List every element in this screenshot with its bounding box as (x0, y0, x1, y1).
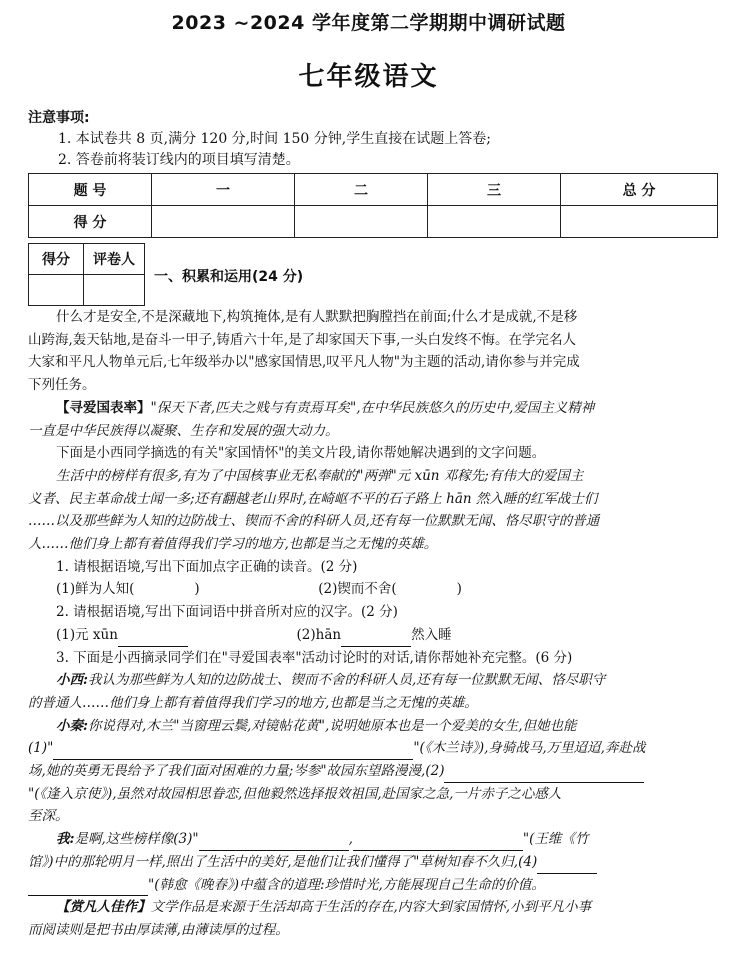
dialog-text: "(《木兰诗》),身骑战马,万里迢迢,奔赴战 (413, 740, 646, 757)
dialog-text: (1)" (28, 740, 54, 757)
task2-text: 文学作品是来源于生活却高于生活的存在,内容大到家国情怀,小到平凡小事 (150, 899, 592, 916)
question-3-stem: 3. 下面是小西摘录同学们在"寻爱国表率"活动讨论时的对话,请你帮她补充完整。(6 分) (56, 649, 573, 666)
passage-line: ……以及那些鲜为人知的边防战士、锲而不舍的科研人员,还有每一位默默无闻、恪尽职守的普通 (28, 513, 600, 530)
score-input-cell[interactable] (152, 206, 295, 238)
dialog-line (28, 760, 728, 783)
notes-item: 1. 本试卷共 8 页,满分 120 分,时间 150 分钟,学生直接在试题上答卷; (58, 131, 491, 147)
score-input-cell[interactable] (295, 206, 428, 238)
passage-line: 义者、民主革命战士闻一多;还有翻越老山界时,在崎岖不平的石子路上 hān 然入睡的红军战士们 (28, 490, 598, 507)
question-1-items (28, 578, 728, 601)
exam-body (28, 306, 728, 942)
blank-1[interactable] (53, 743, 413, 760)
grader-box (28, 243, 145, 306)
grader-score-input[interactable] (29, 275, 84, 306)
score-table-score-row (29, 206, 718, 238)
task1-intro: 下面是小西同学摘选的有关"家国情怀"的美文片段,请你帮她解决遇到的文字问题。 (56, 445, 546, 462)
score-cell: 三 (428, 174, 561, 206)
score-cell: 总 分 (561, 174, 718, 206)
question-2-stem: 2. 请根据语境,写出下面词语中拼音所对应的汉字。(2 分) (56, 604, 398, 621)
dialog-text: "(韩愈《晚春》)中蕴含的道理:珍惜时光,方能展现自己生命的价值。 (148, 876, 545, 893)
score-table-header-row (29, 174, 718, 206)
passage-line: 生活中的榜样有很多,有为了中国核事业无私奉献的"两弹"元 xūn 邓稼先;有伟大的爱国主 (56, 467, 584, 484)
grader-name-input[interactable] (84, 275, 145, 306)
dialog-line (28, 851, 728, 874)
intro-line: 山跨海,轰天钻地,是奋斗一甲子,铸盾六十年,是了却家国天下事,一头白发终不悔。在学完名人 (28, 331, 576, 348)
dialog-text: 是啊,这些榜样像(3)" (74, 831, 199, 848)
blank-2[interactable] (444, 766, 644, 783)
score-cell: 二 (295, 174, 428, 206)
task2-line: 而阅读则是把书由厚读薄,由薄读厚的过程。 (28, 921, 289, 938)
speaker-name: 小西: (56, 672, 88, 689)
grader-score-label: 得分 (29, 244, 84, 275)
speaker-name: 我: (56, 831, 75, 848)
question-1-stem: 1. 请根据语境,写出下面加点字正确的读音。(2 分) (56, 558, 358, 575)
task1-tag: 【寻爱国表率】 (56, 399, 151, 416)
blank-3a[interactable] (199, 834, 349, 851)
dialog-line: "(《逢入京使》),虽然对故园相思眷恋,但他毅然选择报效祖国,赴国家之急,一片赤子之心感人 (28, 785, 562, 802)
q1-a-close: ) (194, 581, 200, 598)
q2-a-label: (1)元 xūn (56, 626, 118, 643)
grader-name-label: 评卷人 (84, 244, 145, 275)
dialog-text: 的普通人……他们身上都有着值得我们学习的地方,也都是当之无愧的英雄。 (28, 694, 478, 711)
score-table (28, 173, 718, 238)
dialog-text: 我认为那些鲜为人知的边防战士、锲而不舍的科研人员,还有每一位默默无闻、恪尽职守 (87, 672, 606, 689)
q2-b-answer[interactable] (341, 630, 411, 647)
task2-tag: 【赏凡人佳作】 (56, 899, 151, 916)
dialog-text: "(王维《竹 (522, 831, 589, 848)
dialog-line (28, 874, 728, 897)
dialog-text: , (348, 831, 353, 848)
score-input-cell[interactable] (428, 206, 561, 238)
q2-a-answer[interactable] (118, 630, 188, 647)
score-cell: 得 分 (29, 206, 152, 238)
score-cell: 题 号 (29, 174, 152, 206)
task1-text: "保天下者,匹夫之贱与有责焉耳矣",在中华民族悠久的历史中,爱国主义精神 (150, 399, 595, 416)
exam-title: 2023 ~2024 学年度第二学期期中调研试题 (171, 12, 566, 34)
passage-line: 人……他们身上都有着值得我们学习的地方,也都是当之无愧的英雄。 (28, 536, 438, 553)
q1-a-label: (1)鲜为人知( (56, 581, 135, 598)
task1-line (28, 397, 728, 420)
dialog-xiaoxi (28, 669, 728, 692)
dialog-xiaoqin (28, 715, 728, 738)
intro-line: 什么才是安全,不是深藏地下,构筑掩体,是有人默默把胸膛挡在前面;什么才是成就,不是移 (56, 309, 578, 325)
dialog-line (28, 737, 728, 760)
blank-4a[interactable] (537, 857, 597, 874)
intro-line: 下列任务。 (28, 377, 96, 394)
q1-b-label: (2)锲而不舍( (318, 581, 397, 598)
task1-line: 一直是中华民族得以凝聚、生存和发展的强大动力。 (28, 422, 339, 439)
q2-b-suffix: 然入睡 (411, 626, 452, 643)
score-input-cell[interactable] (561, 206, 718, 238)
score-cell: 一 (152, 174, 295, 206)
dialog-text: 馆》)中的那轮明月一样,照出了生活中的美好,是他们让我们懂得了"草树知春不久归,(4) (28, 853, 538, 870)
dialog-line: 至深。 (28, 808, 69, 825)
notes-item: 2. 答卷前将装订线内的项目填写清楚。 (58, 152, 300, 168)
blank-3b[interactable] (353, 834, 523, 851)
speaker-name: 小秦: (56, 717, 88, 734)
section-title: 一、积累和运用(24 分) (154, 269, 304, 285)
notes (28, 108, 491, 171)
dialog-me (28, 828, 728, 851)
dialog-text: 场,她的英勇无畏给予了我们面对困难的力量;岑参"故园东望路漫漫,(2) (28, 763, 445, 780)
intro-line: 大家和平凡人物单元后,七年级举办以"感家国情思,叹平凡人物"为主题的活动,请你参与并完成 (28, 354, 580, 371)
blank-4b[interactable] (28, 879, 148, 896)
notes-heading: 注意事项: (28, 110, 90, 126)
question-2-items (28, 624, 728, 647)
dialog-text: 你说得对,木兰"当窗理云鬓,对镜帖花黄",说明她原本也是一个爱美的女生,但她也能 (87, 717, 577, 734)
task2-line (28, 896, 728, 919)
exam-subtitle: 七年级语文 (298, 62, 439, 92)
q2-b-label: (2)hān (296, 626, 342, 643)
q1-b-close: ) (456, 581, 462, 598)
